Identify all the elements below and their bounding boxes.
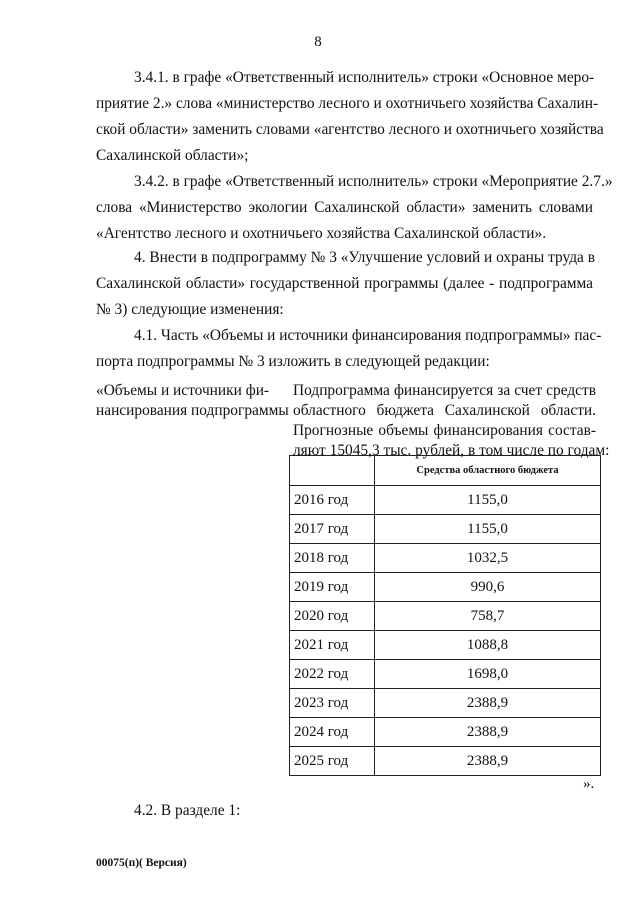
year-cell: 2022 год bbox=[290, 660, 375, 689]
text-line: ской области» заменить словами «агентство лесного и охотничьего хозяйства bbox=[96, 121, 604, 138]
text-line: слова «Министерство экологии Сахалинской области» заменить словами bbox=[96, 199, 593, 216]
year-cell: 2020 год bbox=[290, 602, 375, 631]
table-row bbox=[290, 602, 601, 631]
table-row bbox=[290, 718, 601, 747]
table-row bbox=[290, 515, 601, 544]
text-line: Прогнозные объемы финансирования состав- bbox=[293, 422, 596, 439]
value-cell: 990,6 bbox=[375, 573, 601, 602]
passport-text bbox=[293, 381, 610, 461]
table-row bbox=[290, 631, 601, 660]
value-cell: 758,7 bbox=[375, 602, 601, 631]
paragraph-4 bbox=[96, 245, 593, 323]
table-row bbox=[290, 747, 601, 776]
value-cell: 1088,8 bbox=[375, 631, 601, 660]
text-line: 3.4.1. в графе «Ответственный исполнитель» строки «Основное меро- bbox=[134, 69, 595, 86]
passport-label bbox=[96, 381, 292, 421]
text-line: ляют 15045,3 тыс. рублей, в том числе по годам: bbox=[293, 442, 610, 459]
text-line: № 3) следующие изменения: bbox=[96, 301, 284, 318]
year-cell: 2017 год bbox=[290, 515, 375, 544]
value-cell: 1155,0 bbox=[375, 486, 601, 515]
table-header-row bbox=[290, 456, 601, 486]
text-line: приятие 2.» слова «министерство лесного и охотничьего хозяйства Сахалин- bbox=[96, 95, 599, 112]
text-line: Подпрограмма финансируется за счет средств bbox=[293, 382, 596, 399]
text-line: «Агентство лесного и охотничьего хозяйства Сахалинской области». bbox=[96, 225, 547, 242]
closing-quote: ». bbox=[583, 776, 595, 792]
value-cell: 1155,0 bbox=[375, 515, 601, 544]
table-row bbox=[290, 544, 601, 573]
value-cell: 2388,9 bbox=[375, 689, 601, 718]
value-cell: 1698,0 bbox=[375, 660, 601, 689]
year-cell: 2021 год bbox=[290, 631, 375, 660]
year-cell: 2018 год bbox=[290, 544, 375, 573]
value-cell: 1032,5 bbox=[375, 544, 601, 573]
year-cell: 2016 год bbox=[290, 486, 375, 515]
table-row bbox=[290, 689, 601, 718]
paragraph-4-1 bbox=[96, 323, 602, 375]
text-line: «Объемы и источники фи- bbox=[96, 382, 270, 399]
year-cell: 2023 год bbox=[290, 689, 375, 718]
text-line: Сахалинской области»; bbox=[96, 147, 249, 164]
text-line: 4. Внести в подпрограмму № 3 «Улучшение условий и охраны труда в bbox=[134, 249, 595, 266]
text-line: 4.1. Часть «Объемы и источники финансирования подпрограммы» пас- bbox=[134, 327, 602, 344]
paragraph-3-4-2 bbox=[96, 169, 613, 247]
paragraph-3-4-1 bbox=[96, 65, 604, 169]
document-code: 00075(п)( Версия) bbox=[96, 857, 187, 869]
year-cell: 2024 год bbox=[290, 718, 375, 747]
text-line: областного бюджета Сахалинской области. bbox=[293, 402, 596, 419]
value-cell: 2388,9 bbox=[375, 747, 601, 776]
year-cell: 2019 год bbox=[290, 573, 375, 602]
budget-table bbox=[289, 455, 601, 776]
header-year bbox=[290, 456, 375, 486]
text-line: Сахалинской области» государственной программы (далее - подпрограмма bbox=[96, 275, 593, 292]
table-row bbox=[290, 486, 601, 515]
year-cell: 2025 год bbox=[290, 747, 375, 776]
table-row bbox=[290, 573, 601, 602]
text-line: порта подпрограммы № 3 изложить в следующей редакции: bbox=[96, 353, 490, 370]
text-line: 3.4.2. в графе «Ответственный исполнитель» строки «Мероприятие 2.7.» bbox=[134, 173, 613, 190]
header-regional-budget: Средства областного бюджета bbox=[375, 456, 601, 486]
section-heading: 4.2. В разделе 1: bbox=[134, 802, 241, 819]
text-line: нансирования подпрограммы bbox=[96, 402, 289, 419]
page-number: 8 bbox=[314, 34, 322, 50]
table-row bbox=[290, 660, 601, 689]
value-cell: 2388,9 bbox=[375, 718, 601, 747]
